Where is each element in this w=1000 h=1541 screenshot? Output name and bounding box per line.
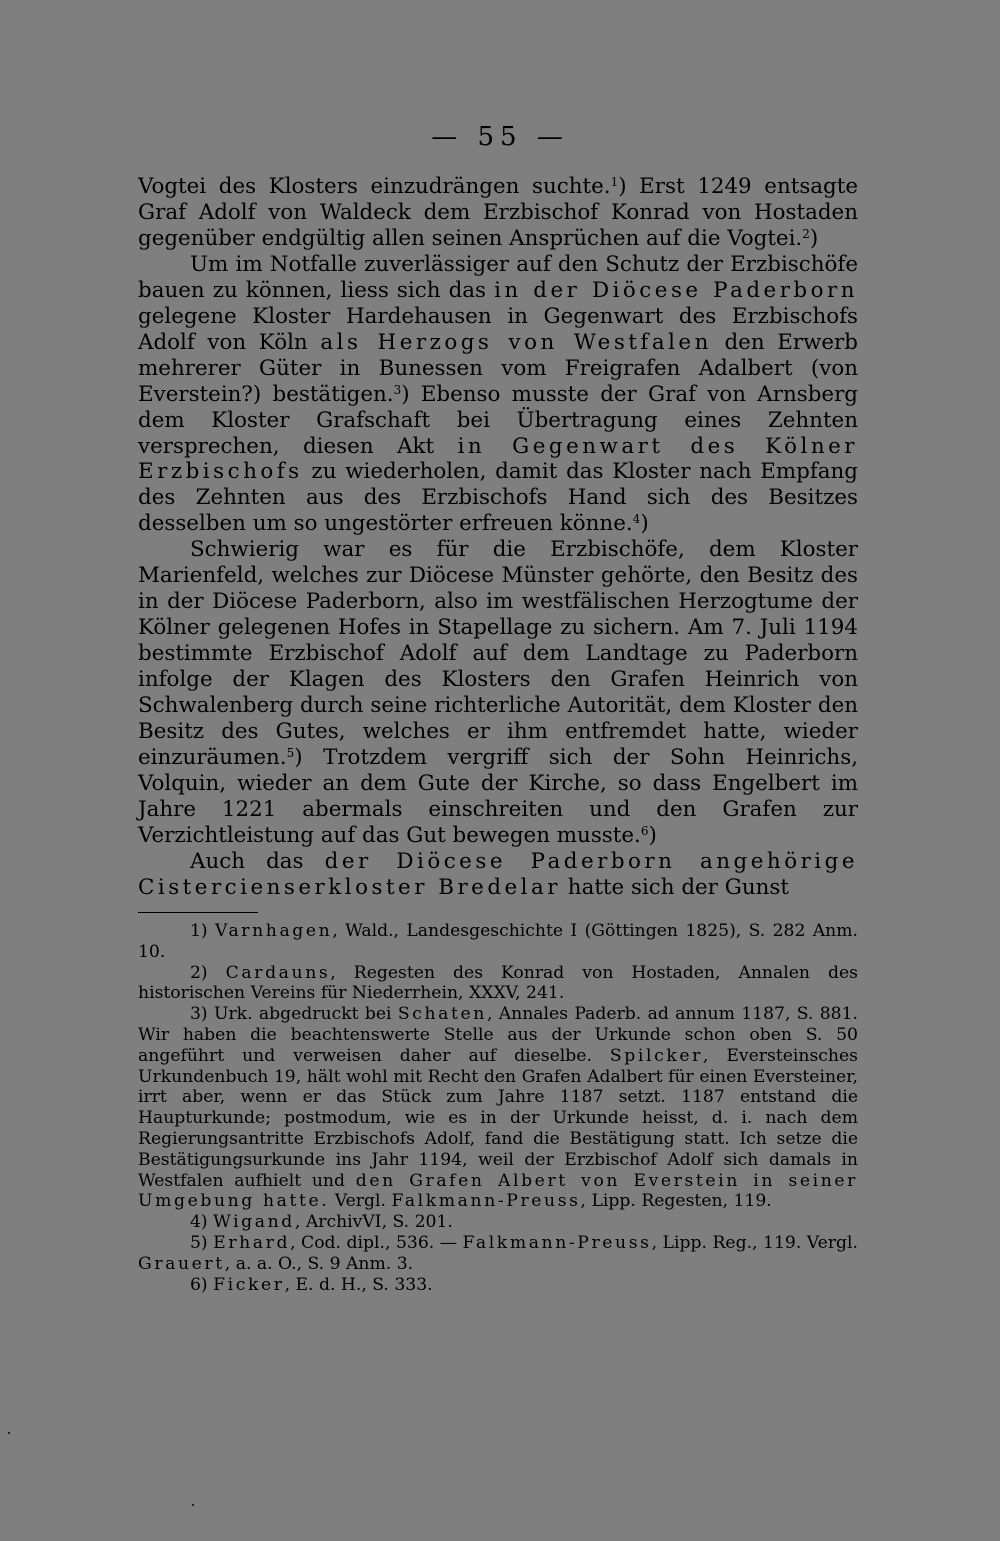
main-text <box>138 174 858 901</box>
spaced-emphasis: in der Diöcese Paderborn <box>494 277 858 303</box>
text-run: ) <box>648 822 657 848</box>
spaced-emphasis: in Gegenwart des Kölner Erzbischofs <box>138 433 859 485</box>
author-name: Falkmann-Preuss <box>462 1232 652 1253</box>
text-run: , Cod. dipl., 536. — <box>290 1232 463 1253</box>
text-run: hatte sich der Gunst <box>561 874 789 900</box>
spaced-emphasis: als Herzogs von Westfalen <box>320 329 712 355</box>
footnote-ref: 2 <box>802 226 810 241</box>
author-name: Spilcker <box>609 1045 703 1066</box>
text-run: , Wald., Landesgeschichte I (Göttingen 1825), S. 282 Anm. 10. <box>138 921 859 962</box>
text-run: , Annales Paderb. ad annum 1187, S. 881. Wir haben die beachtenswerte Stelle aus der Urkunde schon oben S. 50 angeführt und verweisen daher auf dieselbe. <box>138 1004 858 1066</box>
footnote-ref: 1 <box>610 175 619 189</box>
text-run: 1) <box>190 921 216 941</box>
spaced-emphasis: den Grafen Albert von Everstein in seiner Umgebung hatte. <box>138 1170 858 1212</box>
text-run: 2) <box>190 962 226 983</box>
text-run: ) <box>640 511 649 537</box>
scan-speck <box>8 1432 10 1434</box>
footnotes <box>138 921 858 1295</box>
footnote-2 <box>138 963 858 1005</box>
text-run: , Regesten des Konrad von Hostaden, Annalen des historischen Vereins für Niederrhein, XXXV, 241. <box>138 962 858 1004</box>
paragraph-4 <box>138 849 858 901</box>
text-run: Vergl. <box>329 1191 392 1212</box>
paragraph-3 <box>138 537 858 848</box>
text-run: Vogtei des Klosters einzudrängen suchte. <box>138 174 611 199</box>
footnote-3 <box>138 1004 858 1212</box>
text-run: , Lipp. Reg., 119. Vergl. <box>651 1232 858 1253</box>
text-run: Um im Notfalle zuverlässiger auf den Schutz der Erzbischöfe bauen zu können, liess sich das <box>138 251 858 303</box>
footnote-ref: 6 <box>640 823 649 838</box>
author-name: Wigand <box>213 1212 295 1233</box>
footnote-5 <box>138 1233 858 1275</box>
footnote-1 <box>138 921 858 963</box>
text-run: , Lipp. Regesten, 119. <box>580 1191 772 1212</box>
footnote-4 <box>138 1212 858 1233</box>
page-number: — 55 — <box>431 122 569 152</box>
author-name: Cardauns <box>225 962 331 983</box>
paragraph-2 <box>138 252 858 537</box>
author-name: Grauert <box>138 1253 225 1274</box>
paragraph-1 <box>138 174 858 252</box>
footnote-ref: 5 <box>286 745 295 760</box>
text-run: Schwierig war es für die Erzbischöfe, dem Kloster Marienfeld, welches zur Diöcese Münster gehörte, den Besitz des in der Diöcese Paderborn, also im westfälischen Herzogtume der Kölner gelegenen Hofes in Stapellage zu sichern. Am 7. Juli 1194 bestimmte Erzbischof Adolf auf dem Landtage zu Paderborn infolge der Klagen des Klosters den Grafen Heinrich von Schwalenberg durch seine richterliche Autorität, dem Kloster den Besitz des Gutes, welches er ihm entfremdet hatte, wieder einzuräumen. <box>138 537 858 770</box>
text-run: ) Trotzdem vergriff sich der Sohn Heinrichs, Volquin, wieder an dem Gute der Kirche, so dass Engelbert im Jahre 1221 abermals einschreiten und den Grafen zur Verzichtleistung auf das Gut bewegen musste. <box>138 744 858 848</box>
text-run: 4) <box>190 1212 214 1233</box>
footnote-6 <box>138 1275 858 1296</box>
author-name: Erhard <box>213 1232 291 1253</box>
text-run: 6) <box>190 1274 214 1295</box>
text-run: Auch das <box>190 848 325 874</box>
author-name: Schaten <box>397 1004 487 1025</box>
author-name: Varnhagen <box>215 921 333 941</box>
text-run: ) Ebenso musste der Graf von Arnsberg dem Kloster Grafschaft bei Übertragung eines Zehnten versprechen, diesen Akt <box>138 381 858 459</box>
footnote-ref: 3 <box>393 382 402 397</box>
text-run: den Erwerb mehrerer Güter in Bunessen vom Freigrafen Adalbert (von Everstein?) bestätigen. <box>138 329 858 407</box>
text-run: , Eversteinsches Urkundenbuch 19, hält wohl mit Recht den Grafen Adalbert für einen Eversteiner, irrt aber, wenn er das Stück zum Jahre 1187 setzt. 1187 entstand die Haupturkunde; postmodum, wie es in der Urkunde heisst, d. i. nach dem Regierungsantritte Erzbischofs Adolf, fand die Bestätigung statt. Ich setze die Bestätigungsurkunde ins Jahr 1194, weil der Erzbischof Adolf sich damals in Westfalen aufhielt und <box>138 1045 858 1191</box>
author-name: Ficker <box>213 1274 285 1295</box>
text-run: zu wiederholen, damit das Kloster nach Empfang des Zehnten aus des Erzbischofs Hand sich des Besitzes desselben um so ungestörter erfreuen könne. <box>138 459 858 537</box>
text-run: ) Erst 1249 entsagte Graf Adolf von Waldeck dem Erzbischof Konrad von Hostaden gegenüber endgültig allen seinen Ansprüchen auf die Vogtei. <box>138 174 858 251</box>
text-run: gelegene Kloster Hardehausen in Gegenwart des Erzbischofs Adolf von Köln <box>138 303 858 355</box>
text-run: 3) Urk. abgedruckt bei <box>190 1004 398 1025</box>
scan-speck <box>192 1504 194 1506</box>
text-run: , E. d. H., S. 333. <box>284 1274 433 1295</box>
footnote-ref: 4 <box>632 512 641 527</box>
text-run: 5) <box>190 1232 214 1253</box>
author-name: Falkmann-Preuss <box>391 1191 581 1212</box>
spaced-emphasis: der Diöcese Paderborn angehörige Cistercienserkloster Bredelar <box>138 848 858 900</box>
text-run: ) <box>809 225 819 251</box>
text-run: , a. a. O., S. 9 Anm. 3. <box>224 1253 414 1274</box>
text-run: , ArchivVI, S. 201. <box>294 1212 453 1233</box>
footnote-rule <box>138 912 258 913</box>
